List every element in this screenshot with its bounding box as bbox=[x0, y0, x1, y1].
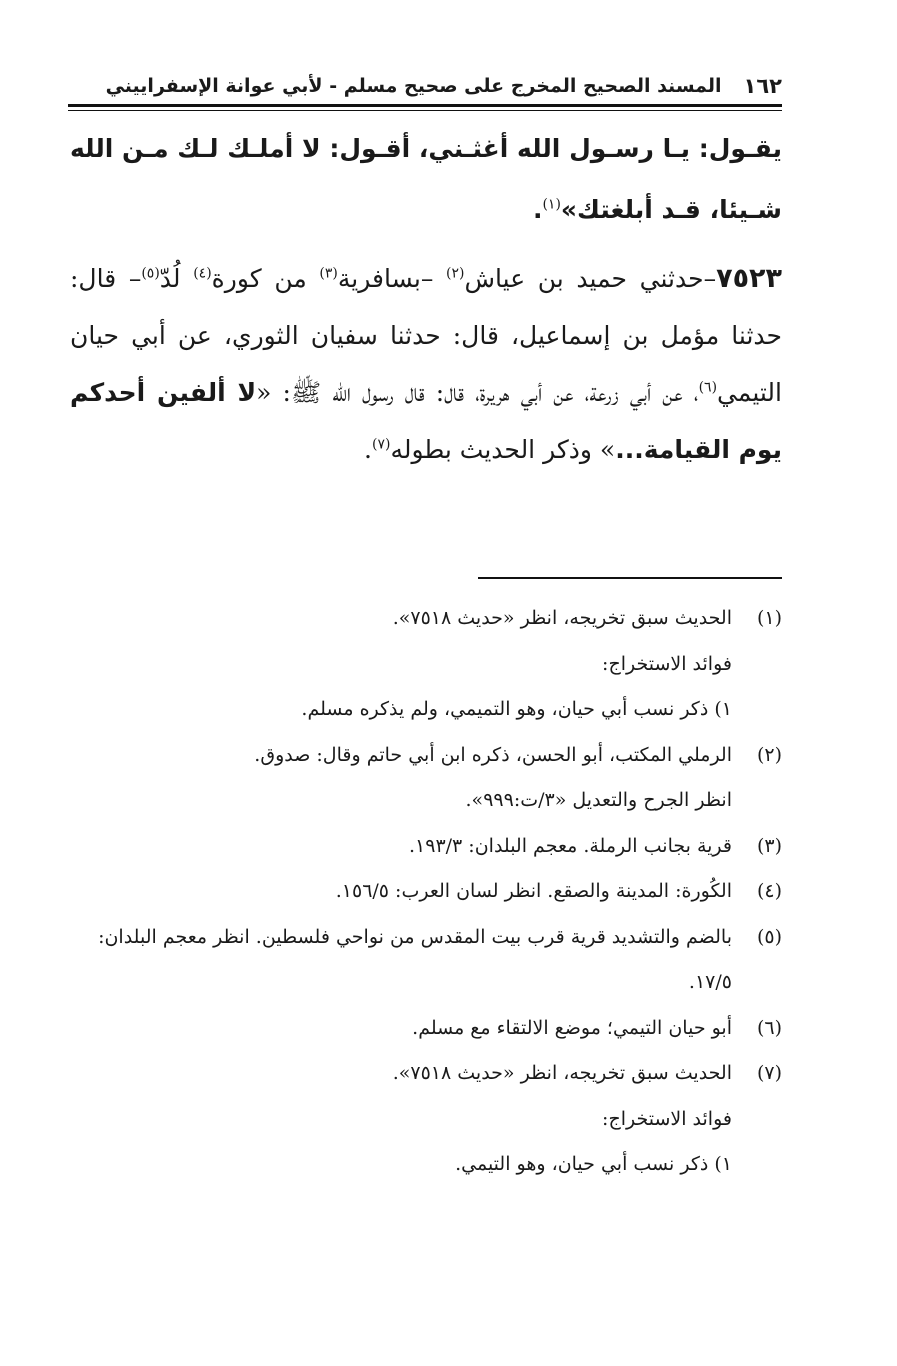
text-segment: ، عن أبي زرعة، عن أبي هريرة، قال: قال رسول الله ﷺ: « bbox=[256, 378, 699, 407]
footnote-separator bbox=[478, 577, 782, 579]
footnote-text: ١) ذكر نسب أبي حيان، وهو التيمي. bbox=[455, 1153, 732, 1175]
footnote-label: (٧) bbox=[756, 1062, 782, 1084]
page-number: ١٦٢ bbox=[743, 74, 782, 98]
period: . bbox=[532, 195, 543, 224]
footnote-ref-2: (٢) bbox=[446, 265, 465, 282]
footnote-text: انظر الجرح والتعديل «٣/ت:٩٩٩». bbox=[465, 789, 732, 811]
footnote-text: الرملي المكتب، أبو الحسن، ذكره ابن أبي حاتم وقال: صدوق. bbox=[254, 743, 732, 766]
text-segment: –بسافرية bbox=[337, 264, 447, 293]
footnote-6 bbox=[70, 1006, 782, 1052]
footnote-body bbox=[70, 1051, 732, 1188]
footnote-text: فوائد الاستخراج: bbox=[602, 1107, 732, 1130]
footnote-text: الحديث سبق تخريجه، انظر «حديث ٧٥١٨». bbox=[392, 1062, 732, 1084]
footnote-label: (٢) bbox=[756, 743, 782, 766]
hadith-paragraph bbox=[70, 250, 782, 478]
footnote-ref-7: (٧) bbox=[371, 436, 391, 453]
footnotes bbox=[70, 596, 782, 1188]
running-header bbox=[68, 70, 782, 102]
footnote-text: بالضم والتشديد قرية قرب بيت المقدس من نواحي فلسطين. انظر معجم البلدان: ١٧/٥. bbox=[98, 925, 732, 993]
footnote-ref-1: (١) bbox=[542, 196, 561, 213]
text-segment: – قال: حدثنا مؤمل بن إسماعيل، قال: حدثنا سفيان الثوري، عن أبي حيان التيمي bbox=[70, 264, 782, 407]
footnote-ref-6: (٦) bbox=[698, 379, 718, 396]
footnote-text: أبو حيان التيمي؛ موضع الالتقاء مع مسلم. bbox=[412, 1016, 732, 1039]
footnote-ref-4: (٤) bbox=[193, 265, 212, 282]
paragraph-continuation bbox=[70, 118, 782, 240]
footnote-label: (٥) bbox=[756, 925, 782, 948]
quote-text: يقـول: يـا رسـول الله أغثـني، أقـول: لا أملـك لـك مـن الله شـيئا، قـد أبلغتك» bbox=[70, 134, 782, 224]
footnote-label: (٤) bbox=[756, 880, 782, 902]
footnote-body bbox=[70, 824, 732, 870]
footnote-2 bbox=[70, 733, 782, 824]
hadith-number: ٧٥٢٣ bbox=[716, 263, 783, 294]
text-segment: –حدثني حميد بن عياش bbox=[464, 264, 717, 293]
footnote-body bbox=[70, 596, 732, 733]
footnote-body bbox=[70, 915, 732, 1006]
footnote-body bbox=[70, 1006, 732, 1052]
footnote-ref-3: (٣) bbox=[319, 265, 338, 282]
header-rule-thin bbox=[68, 110, 782, 111]
footnote-5 bbox=[70, 915, 782, 1006]
footnote-text: الكُورة: المدينة والصقع. انظر لسان العرب: ١٥٦/٥. bbox=[335, 880, 732, 902]
text-segment: لُدّ bbox=[159, 264, 194, 293]
text-segment: . bbox=[364, 435, 372, 464]
text-segment: » وذكر الحديث بطوله bbox=[390, 435, 616, 464]
footnote-text: فوائد الاستخراج: bbox=[602, 652, 732, 675]
footnote-ref-5: (٥) bbox=[141, 265, 160, 282]
footnote-1 bbox=[70, 596, 782, 733]
footnote-label: (٦) bbox=[756, 1016, 782, 1039]
footnote-text: الحديث سبق تخريجه، انظر «حديث ٧٥١٨». bbox=[392, 607, 732, 629]
footnote-3 bbox=[70, 824, 782, 870]
running-title: المسند الصحيح المخرج على صحيح مسلم - لأبي عوانة الإسفراييني bbox=[105, 75, 722, 97]
footnote-text: ١) ذكر نسب أبي حيان، وهو التميمي، ولم يذكره مسلم. bbox=[301, 698, 732, 720]
footnote-label: (١) bbox=[756, 607, 782, 629]
header-rule-thick bbox=[68, 104, 782, 107]
footnote-text: قرية بجانب الرملة. معجم البلدان: ١٩٣/٣. bbox=[408, 834, 732, 857]
footnote-4 bbox=[70, 869, 782, 915]
text-segment: من كورة bbox=[211, 264, 320, 293]
footnote-7 bbox=[70, 1051, 782, 1188]
footnote-label: (٣) bbox=[756, 834, 782, 857]
bold-quote: لا ألفين أحدكم يوم القيامة... bbox=[70, 378, 782, 464]
footnote-body bbox=[70, 733, 732, 824]
footnote-body bbox=[70, 869, 732, 915]
main-text bbox=[70, 118, 782, 478]
